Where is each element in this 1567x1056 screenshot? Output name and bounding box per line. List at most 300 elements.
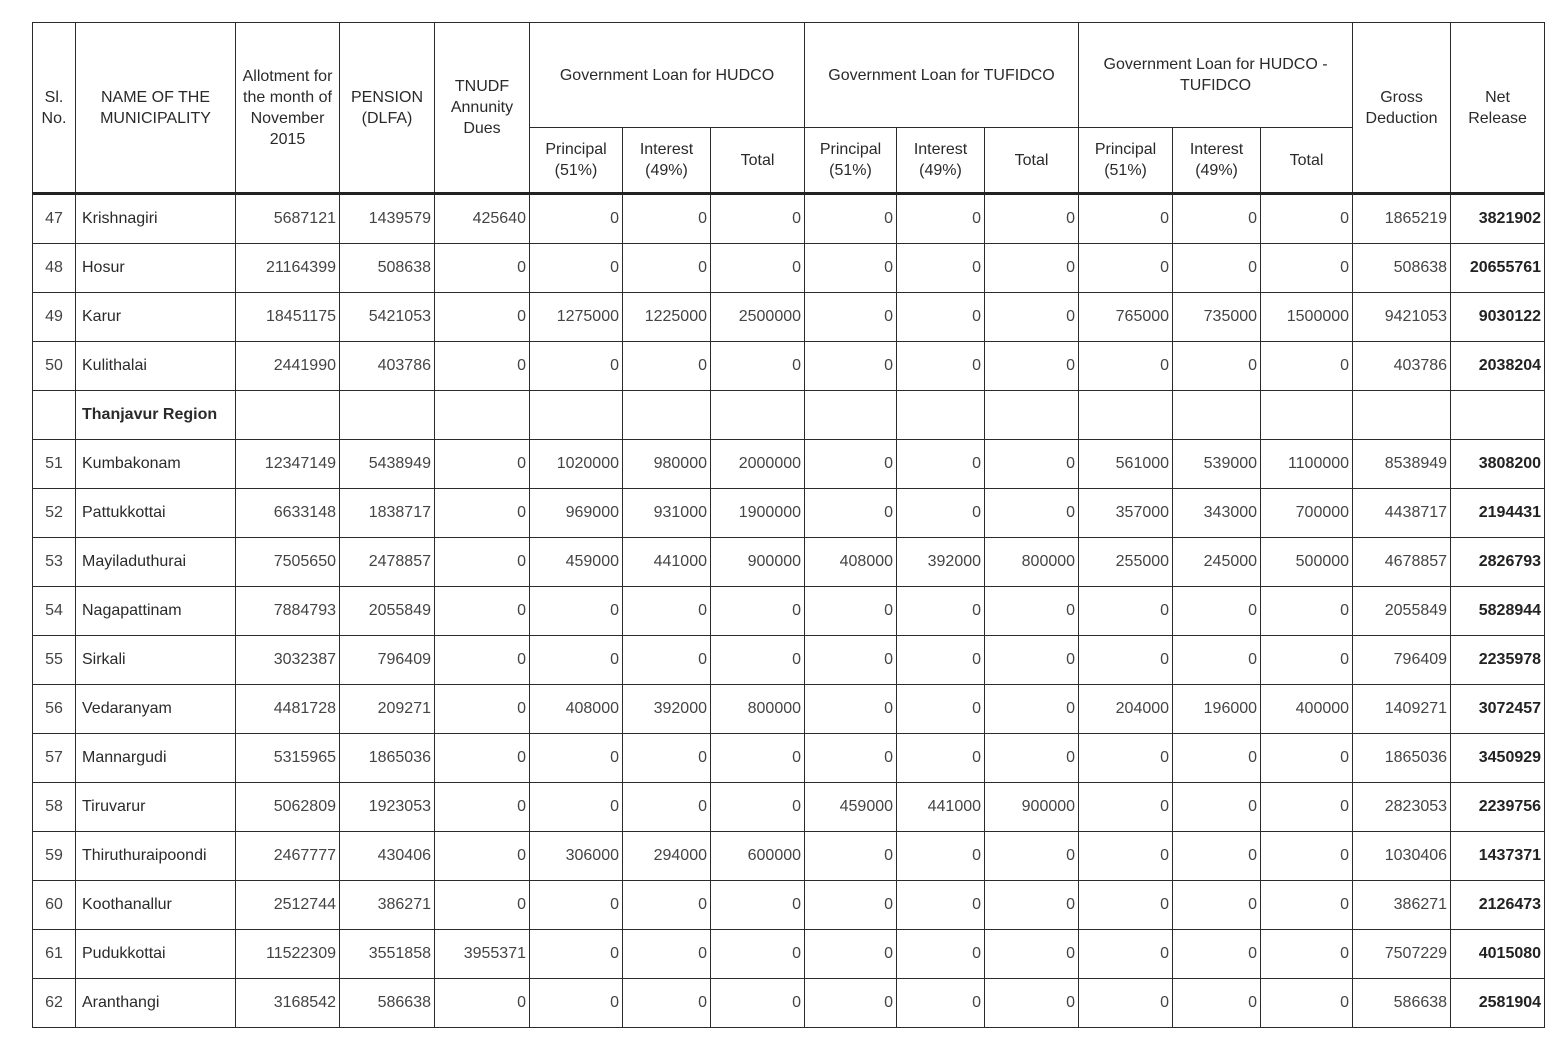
cell-net-release: 2826793 xyxy=(1451,538,1545,587)
cell-ht-total: 0 xyxy=(1261,832,1353,881)
col-header-hudco-principal: Principal (51%) xyxy=(530,128,623,194)
cell-ht-principal: 0 xyxy=(1079,636,1173,685)
table-row xyxy=(33,979,1545,1028)
cell-sl: 48 xyxy=(33,244,76,293)
cell-ht-interest: 196000 xyxy=(1173,685,1261,734)
cell-hudco-total: 0 xyxy=(711,194,805,244)
cell-ht-principal: 0 xyxy=(1079,342,1173,391)
cell-ht-total: 700000 xyxy=(1261,489,1353,538)
cell-ht-total: 0 xyxy=(1261,342,1353,391)
col-header-tufidco: Government Loan for TUFIDCO xyxy=(805,23,1079,128)
cell-ht-interest: 0 xyxy=(1173,244,1261,293)
cell-tnudf: 0 xyxy=(435,587,530,636)
cell-hudco-total: 0 xyxy=(711,881,805,930)
cell-hudco-interest: 931000 xyxy=(623,489,711,538)
cell-tufidco-interest: 0 xyxy=(897,440,985,489)
cell-tnudf: 0 xyxy=(435,832,530,881)
table-row xyxy=(33,930,1545,979)
cell-ht-total: 0 xyxy=(1261,734,1353,783)
cell-gross-deduction: 4678857 xyxy=(1353,538,1451,587)
col-header-tufidco-total: Total xyxy=(985,128,1079,194)
cell-allotment: 5315965 xyxy=(236,734,340,783)
cell-sl: 49 xyxy=(33,293,76,342)
header-row-main xyxy=(33,23,1545,128)
table-body xyxy=(33,194,1545,1028)
cell-tufidco-principal: 0 xyxy=(805,881,897,930)
cell-gross-deduction: 796409 xyxy=(1353,636,1451,685)
cell-allotment: 21164399 xyxy=(236,244,340,293)
cell-sl: 58 xyxy=(33,783,76,832)
col-header-hudco-tufidco: Government Loan for HUDCO - TUFIDCO xyxy=(1079,23,1353,128)
cell-name: Vedaranyam xyxy=(76,685,236,734)
cell-hudco-total: 2000000 xyxy=(711,440,805,489)
table-row xyxy=(33,832,1545,881)
cell-tufidco-interest: 0 xyxy=(897,979,985,1028)
cell-allotment: 2467777 xyxy=(236,832,340,881)
cell-allotment: 7505650 xyxy=(236,538,340,587)
cell-ht-total: 1100000 xyxy=(1261,440,1353,489)
col-header-pension: PENSION (DLFA) xyxy=(340,23,435,194)
municipality-allotment-table xyxy=(32,22,1545,1028)
cell-ht-principal: 357000 xyxy=(1079,489,1173,538)
cell-hudco-principal: 459000 xyxy=(530,538,623,587)
cell-ht-interest: 539000 xyxy=(1173,440,1261,489)
cell-name: Pattukkottai xyxy=(76,489,236,538)
cell-allotment: 7884793 xyxy=(236,587,340,636)
cell-hudco-principal: 0 xyxy=(530,342,623,391)
cell-name: Krishnagiri xyxy=(76,194,236,244)
cell-ht-interest: 0 xyxy=(1173,832,1261,881)
cell-hudco-total: 800000 xyxy=(711,685,805,734)
cell-name: Sirkali xyxy=(76,636,236,685)
cell-ht-principal: 255000 xyxy=(1079,538,1173,587)
cell-hudco-total: 0 xyxy=(711,930,805,979)
cell-allotment xyxy=(236,391,340,440)
cell-tufidco-total: 0 xyxy=(985,293,1079,342)
cell-ht-total: 0 xyxy=(1261,881,1353,930)
cell-ht-principal: 0 xyxy=(1079,783,1173,832)
col-header-ht-total: Total xyxy=(1261,128,1353,194)
cell-pension xyxy=(340,391,435,440)
cell-net-release: 2194431 xyxy=(1451,489,1545,538)
col-header-name: NAME OF THE MUNICIPALITY xyxy=(76,23,236,194)
cell-gross-deduction: 4438717 xyxy=(1353,489,1451,538)
cell-ht-total: 0 xyxy=(1261,636,1353,685)
cell-tnudf: 0 xyxy=(435,979,530,1028)
cell-hudco-interest: 0 xyxy=(623,979,711,1028)
cell-name: Karur xyxy=(76,293,236,342)
cell-hudco-interest: 0 xyxy=(623,930,711,979)
cell-hudco-principal: 0 xyxy=(530,636,623,685)
cell-tnudf: 0 xyxy=(435,293,530,342)
cell-gross-deduction: 2055849 xyxy=(1353,587,1451,636)
cell-pension: 508638 xyxy=(340,244,435,293)
table-row xyxy=(33,194,1545,244)
cell-sl: 50 xyxy=(33,342,76,391)
cell-hudco-principal: 1275000 xyxy=(530,293,623,342)
cell-gross-deduction: 386271 xyxy=(1353,881,1451,930)
cell-net-release xyxy=(1451,391,1545,440)
cell-hudco-principal: 306000 xyxy=(530,832,623,881)
cell-pension: 209271 xyxy=(340,685,435,734)
cell-tnudf xyxy=(435,391,530,440)
cell-tnudf: 0 xyxy=(435,685,530,734)
cell-hudco-principal: 0 xyxy=(530,244,623,293)
col-header-hudco-interest: Interest (49%) xyxy=(623,128,711,194)
cell-sl: 52 xyxy=(33,489,76,538)
cell-hudco-interest: 441000 xyxy=(623,538,711,587)
cell-net-release: 2126473 xyxy=(1451,881,1545,930)
cell-hudco-interest: 0 xyxy=(623,734,711,783)
cell-hudco-principal: 0 xyxy=(530,930,623,979)
cell-tnudf: 0 xyxy=(435,244,530,293)
cell-hudco-principal: 408000 xyxy=(530,685,623,734)
cell-tufidco-total: 800000 xyxy=(985,538,1079,587)
cell-tufidco-total: 0 xyxy=(985,930,1079,979)
cell-hudco-principal: 0 xyxy=(530,587,623,636)
cell-gross-deduction xyxy=(1353,391,1451,440)
cell-allotment: 2512744 xyxy=(236,881,340,930)
cell-pension: 1923053 xyxy=(340,783,435,832)
cell-allotment: 3168542 xyxy=(236,979,340,1028)
cell-gross-deduction: 9421053 xyxy=(1353,293,1451,342)
cell-sl: 60 xyxy=(33,881,76,930)
table-row xyxy=(33,636,1545,685)
cell-tufidco-principal: 0 xyxy=(805,930,897,979)
col-header-ht-interest: Interest (49%) xyxy=(1173,128,1261,194)
cell-name: Thiruthuraipoondi xyxy=(76,832,236,881)
cell-sl: 57 xyxy=(33,734,76,783)
cell-ht-total: 500000 xyxy=(1261,538,1353,587)
cell-hudco-principal xyxy=(530,391,623,440)
cell-ht-principal: 0 xyxy=(1079,587,1173,636)
cell-hudco-interest: 1225000 xyxy=(623,293,711,342)
cell-tufidco-total: 0 xyxy=(985,194,1079,244)
cell-tufidco-interest: 0 xyxy=(897,244,985,293)
cell-hudco-principal: 0 xyxy=(530,881,623,930)
cell-tufidco-interest: 392000 xyxy=(897,538,985,587)
table-row xyxy=(33,342,1545,391)
cell-ht-interest: 0 xyxy=(1173,930,1261,979)
col-header-ht-principal: Principal (51%) xyxy=(1079,128,1173,194)
cell-ht-principal xyxy=(1079,391,1173,440)
cell-tufidco-total: 0 xyxy=(985,685,1079,734)
cell-hudco-total: 2500000 xyxy=(711,293,805,342)
cell-tufidco-total: 0 xyxy=(985,244,1079,293)
cell-ht-interest: 0 xyxy=(1173,783,1261,832)
cell-hudco-principal: 1020000 xyxy=(530,440,623,489)
col-header-sl: Sl. No. xyxy=(33,23,76,194)
cell-ht-total xyxy=(1261,391,1353,440)
cell-sl: 56 xyxy=(33,685,76,734)
cell-tufidco-interest: 0 xyxy=(897,685,985,734)
cell-hudco-interest: 0 xyxy=(623,587,711,636)
cell-tufidco-principal: 0 xyxy=(805,685,897,734)
table-row xyxy=(33,881,1545,930)
cell-tufidco-interest: 0 xyxy=(897,489,985,538)
cell-net-release: 20655761 xyxy=(1451,244,1545,293)
cell-name: Kulithalai xyxy=(76,342,236,391)
cell-name: Mannargudi xyxy=(76,734,236,783)
cell-tufidco-total: 0 xyxy=(985,440,1079,489)
cell-hudco-total xyxy=(711,391,805,440)
cell-hudco-total: 0 xyxy=(711,342,805,391)
cell-tufidco-interest: 0 xyxy=(897,734,985,783)
cell-tufidco-total xyxy=(985,391,1079,440)
cell-name: Thanjavur Region xyxy=(76,391,236,440)
cell-sl: 55 xyxy=(33,636,76,685)
cell-allotment: 6633148 xyxy=(236,489,340,538)
cell-tufidco-total: 0 xyxy=(985,342,1079,391)
cell-ht-interest: 735000 xyxy=(1173,293,1261,342)
cell-tufidco-interest: 0 xyxy=(897,881,985,930)
cell-ht-total: 400000 xyxy=(1261,685,1353,734)
cell-ht-interest: 0 xyxy=(1173,587,1261,636)
cell-hudco-interest: 0 xyxy=(623,783,711,832)
cell-allotment: 11522309 xyxy=(236,930,340,979)
cell-ht-total: 0 xyxy=(1261,783,1353,832)
cell-ht-interest: 343000 xyxy=(1173,489,1261,538)
cell-ht-principal: 0 xyxy=(1079,832,1173,881)
cell-net-release: 3821902 xyxy=(1451,194,1545,244)
cell-pension: 5421053 xyxy=(340,293,435,342)
cell-tufidco-total: 0 xyxy=(985,489,1079,538)
cell-gross-deduction: 2823053 xyxy=(1353,783,1451,832)
cell-tufidco-total: 0 xyxy=(985,636,1079,685)
cell-ht-interest: 0 xyxy=(1173,881,1261,930)
table-row xyxy=(33,489,1545,538)
cell-tnudf: 0 xyxy=(435,783,530,832)
cell-tufidco-interest: 441000 xyxy=(897,783,985,832)
col-header-tufidco-interest: Interest (49%) xyxy=(897,128,985,194)
cell-net-release: 3450929 xyxy=(1451,734,1545,783)
cell-net-release: 2239756 xyxy=(1451,783,1545,832)
cell-net-release: 5828944 xyxy=(1451,587,1545,636)
cell-hudco-interest: 392000 xyxy=(623,685,711,734)
table-row xyxy=(33,783,1545,832)
cell-tnudf: 425640 xyxy=(435,194,530,244)
cell-ht-interest xyxy=(1173,391,1261,440)
cell-pension: 3551858 xyxy=(340,930,435,979)
cell-net-release: 2038204 xyxy=(1451,342,1545,391)
cell-pension: 386271 xyxy=(340,881,435,930)
cell-gross-deduction: 8538949 xyxy=(1353,440,1451,489)
cell-name: Koothanallur xyxy=(76,881,236,930)
cell-tufidco-total: 0 xyxy=(985,881,1079,930)
cell-sl: 62 xyxy=(33,979,76,1028)
cell-tufidco-total: 0 xyxy=(985,734,1079,783)
cell-pension: 5438949 xyxy=(340,440,435,489)
cell-hudco-interest xyxy=(623,391,711,440)
table-row xyxy=(33,293,1545,342)
cell-tnudf: 0 xyxy=(435,881,530,930)
col-header-allotment: Allotment for the month of November 2015 xyxy=(236,23,340,194)
cell-sl: 51 xyxy=(33,440,76,489)
cell-ht-interest: 0 xyxy=(1173,734,1261,783)
cell-tnudf: 0 xyxy=(435,440,530,489)
table-row xyxy=(33,734,1545,783)
cell-tufidco-principal: 0 xyxy=(805,342,897,391)
cell-allotment: 18451175 xyxy=(236,293,340,342)
cell-gross-deduction: 1865036 xyxy=(1353,734,1451,783)
cell-tnudf: 3955371 xyxy=(435,930,530,979)
cell-hudco-interest: 0 xyxy=(623,244,711,293)
cell-hudco-interest: 980000 xyxy=(623,440,711,489)
cell-tufidco-principal: 0 xyxy=(805,194,897,244)
cell-ht-total: 0 xyxy=(1261,979,1353,1028)
cell-pension: 586638 xyxy=(340,979,435,1028)
allotment-sheet xyxy=(32,22,1544,1028)
cell-tufidco-principal xyxy=(805,391,897,440)
cell-allotment: 4481728 xyxy=(236,685,340,734)
cell-hudco-interest: 0 xyxy=(623,342,711,391)
cell-tnudf: 0 xyxy=(435,538,530,587)
cell-tufidco-total: 900000 xyxy=(985,783,1079,832)
cell-hudco-principal: 0 xyxy=(530,734,623,783)
cell-allotment: 5062809 xyxy=(236,783,340,832)
cell-tufidco-principal: 0 xyxy=(805,832,897,881)
cell-allotment: 2441990 xyxy=(236,342,340,391)
cell-hudco-total: 0 xyxy=(711,979,805,1028)
cell-tufidco-principal: 459000 xyxy=(805,783,897,832)
cell-name: Kumbakonam xyxy=(76,440,236,489)
cell-tufidco-total: 0 xyxy=(985,832,1079,881)
cell-ht-principal: 765000 xyxy=(1079,293,1173,342)
cell-pension: 2478857 xyxy=(340,538,435,587)
cell-name: Mayiladuthurai xyxy=(76,538,236,587)
cell-tufidco-principal: 0 xyxy=(805,293,897,342)
cell-ht-total: 0 xyxy=(1261,194,1353,244)
cell-tufidco-interest xyxy=(897,391,985,440)
cell-net-release: 3808200 xyxy=(1451,440,1545,489)
cell-ht-total: 0 xyxy=(1261,587,1353,636)
cell-net-release: 2581904 xyxy=(1451,979,1545,1028)
cell-pension: 1439579 xyxy=(340,194,435,244)
cell-ht-principal: 0 xyxy=(1079,244,1173,293)
table-row xyxy=(33,685,1545,734)
cell-gross-deduction: 1030406 xyxy=(1353,832,1451,881)
cell-tufidco-principal: 0 xyxy=(805,489,897,538)
cell-hudco-total: 0 xyxy=(711,587,805,636)
cell-sl: 61 xyxy=(33,930,76,979)
cell-ht-interest: 0 xyxy=(1173,194,1261,244)
cell-net-release: 4015080 xyxy=(1451,930,1545,979)
cell-net-release: 2235978 xyxy=(1451,636,1545,685)
cell-name: Tiruvarur xyxy=(76,783,236,832)
cell-allotment: 5687121 xyxy=(236,194,340,244)
cell-tufidco-interest: 0 xyxy=(897,293,985,342)
cell-gross-deduction: 586638 xyxy=(1353,979,1451,1028)
cell-hudco-interest: 0 xyxy=(623,881,711,930)
cell-tufidco-interest: 0 xyxy=(897,636,985,685)
cell-tnudf: 0 xyxy=(435,636,530,685)
cell-pension: 403786 xyxy=(340,342,435,391)
cell-tufidco-interest: 0 xyxy=(897,194,985,244)
cell-tufidco-total: 0 xyxy=(985,979,1079,1028)
cell-pension: 2055849 xyxy=(340,587,435,636)
cell-ht-interest: 245000 xyxy=(1173,538,1261,587)
table-row xyxy=(33,587,1545,636)
cell-pension: 430406 xyxy=(340,832,435,881)
cell-hudco-total: 0 xyxy=(711,244,805,293)
cell-hudco-principal: 0 xyxy=(530,783,623,832)
cell-hudco-principal: 0 xyxy=(530,979,623,1028)
cell-hudco-total: 0 xyxy=(711,783,805,832)
cell-ht-principal: 0 xyxy=(1079,734,1173,783)
cell-sl: 59 xyxy=(33,832,76,881)
cell-tnudf: 0 xyxy=(435,489,530,538)
cell-hudco-principal: 0 xyxy=(530,194,623,244)
cell-ht-interest: 0 xyxy=(1173,342,1261,391)
col-header-hudco: Government Loan for HUDCO xyxy=(530,23,805,128)
cell-tufidco-interest: 0 xyxy=(897,342,985,391)
cell-gross-deduction: 1409271 xyxy=(1353,685,1451,734)
cell-hudco-total: 1900000 xyxy=(711,489,805,538)
cell-tufidco-interest: 0 xyxy=(897,930,985,979)
col-header-net: Net Release xyxy=(1451,23,1545,194)
cell-gross-deduction: 7507229 xyxy=(1353,930,1451,979)
cell-name: Hosur xyxy=(76,244,236,293)
cell-tufidco-principal: 0 xyxy=(805,979,897,1028)
region-row xyxy=(33,391,1545,440)
cell-allotment: 3032387 xyxy=(236,636,340,685)
cell-hudco-interest: 0 xyxy=(623,636,711,685)
cell-ht-principal: 0 xyxy=(1079,930,1173,979)
cell-tufidco-total: 0 xyxy=(985,587,1079,636)
cell-hudco-total: 0 xyxy=(711,636,805,685)
cell-hudco-total: 900000 xyxy=(711,538,805,587)
cell-ht-interest: 0 xyxy=(1173,636,1261,685)
col-header-tnudf: TNUDF Annunity Dues xyxy=(435,23,530,194)
cell-hudco-total: 600000 xyxy=(711,832,805,881)
cell-tufidco-principal: 0 xyxy=(805,440,897,489)
cell-net-release: 3072457 xyxy=(1451,685,1545,734)
cell-ht-total: 0 xyxy=(1261,930,1353,979)
cell-tufidco-principal: 408000 xyxy=(805,538,897,587)
cell-gross-deduction: 508638 xyxy=(1353,244,1451,293)
cell-ht-principal: 0 xyxy=(1079,979,1173,1028)
cell-ht-principal: 204000 xyxy=(1079,685,1173,734)
col-header-hudco-total: Total xyxy=(711,128,805,194)
cell-allotment: 12347149 xyxy=(236,440,340,489)
cell-tnudf: 0 xyxy=(435,342,530,391)
cell-tufidco-principal: 0 xyxy=(805,244,897,293)
cell-ht-principal: 0 xyxy=(1079,881,1173,930)
cell-ht-interest: 0 xyxy=(1173,979,1261,1028)
cell-pension: 796409 xyxy=(340,636,435,685)
cell-ht-principal: 561000 xyxy=(1079,440,1173,489)
cell-hudco-total: 0 xyxy=(711,734,805,783)
table-row xyxy=(33,244,1545,293)
cell-tufidco-principal: 0 xyxy=(805,636,897,685)
cell-tufidco-interest: 0 xyxy=(897,832,985,881)
cell-ht-principal: 0 xyxy=(1079,194,1173,244)
cell-ht-total: 1500000 xyxy=(1261,293,1353,342)
table-row xyxy=(33,538,1545,587)
cell-pension: 1865036 xyxy=(340,734,435,783)
cell-tufidco-principal: 0 xyxy=(805,587,897,636)
cell-ht-total: 0 xyxy=(1261,244,1353,293)
cell-hudco-principal: 969000 xyxy=(530,489,623,538)
col-header-gross: Gross Deduction xyxy=(1353,23,1451,194)
cell-hudco-interest: 294000 xyxy=(623,832,711,881)
cell-name: Pudukkottai xyxy=(76,930,236,979)
cell-net-release: 9030122 xyxy=(1451,293,1545,342)
cell-gross-deduction: 1865219 xyxy=(1353,194,1451,244)
cell-net-release: 1437371 xyxy=(1451,832,1545,881)
cell-sl: 53 xyxy=(33,538,76,587)
cell-sl xyxy=(33,391,76,440)
